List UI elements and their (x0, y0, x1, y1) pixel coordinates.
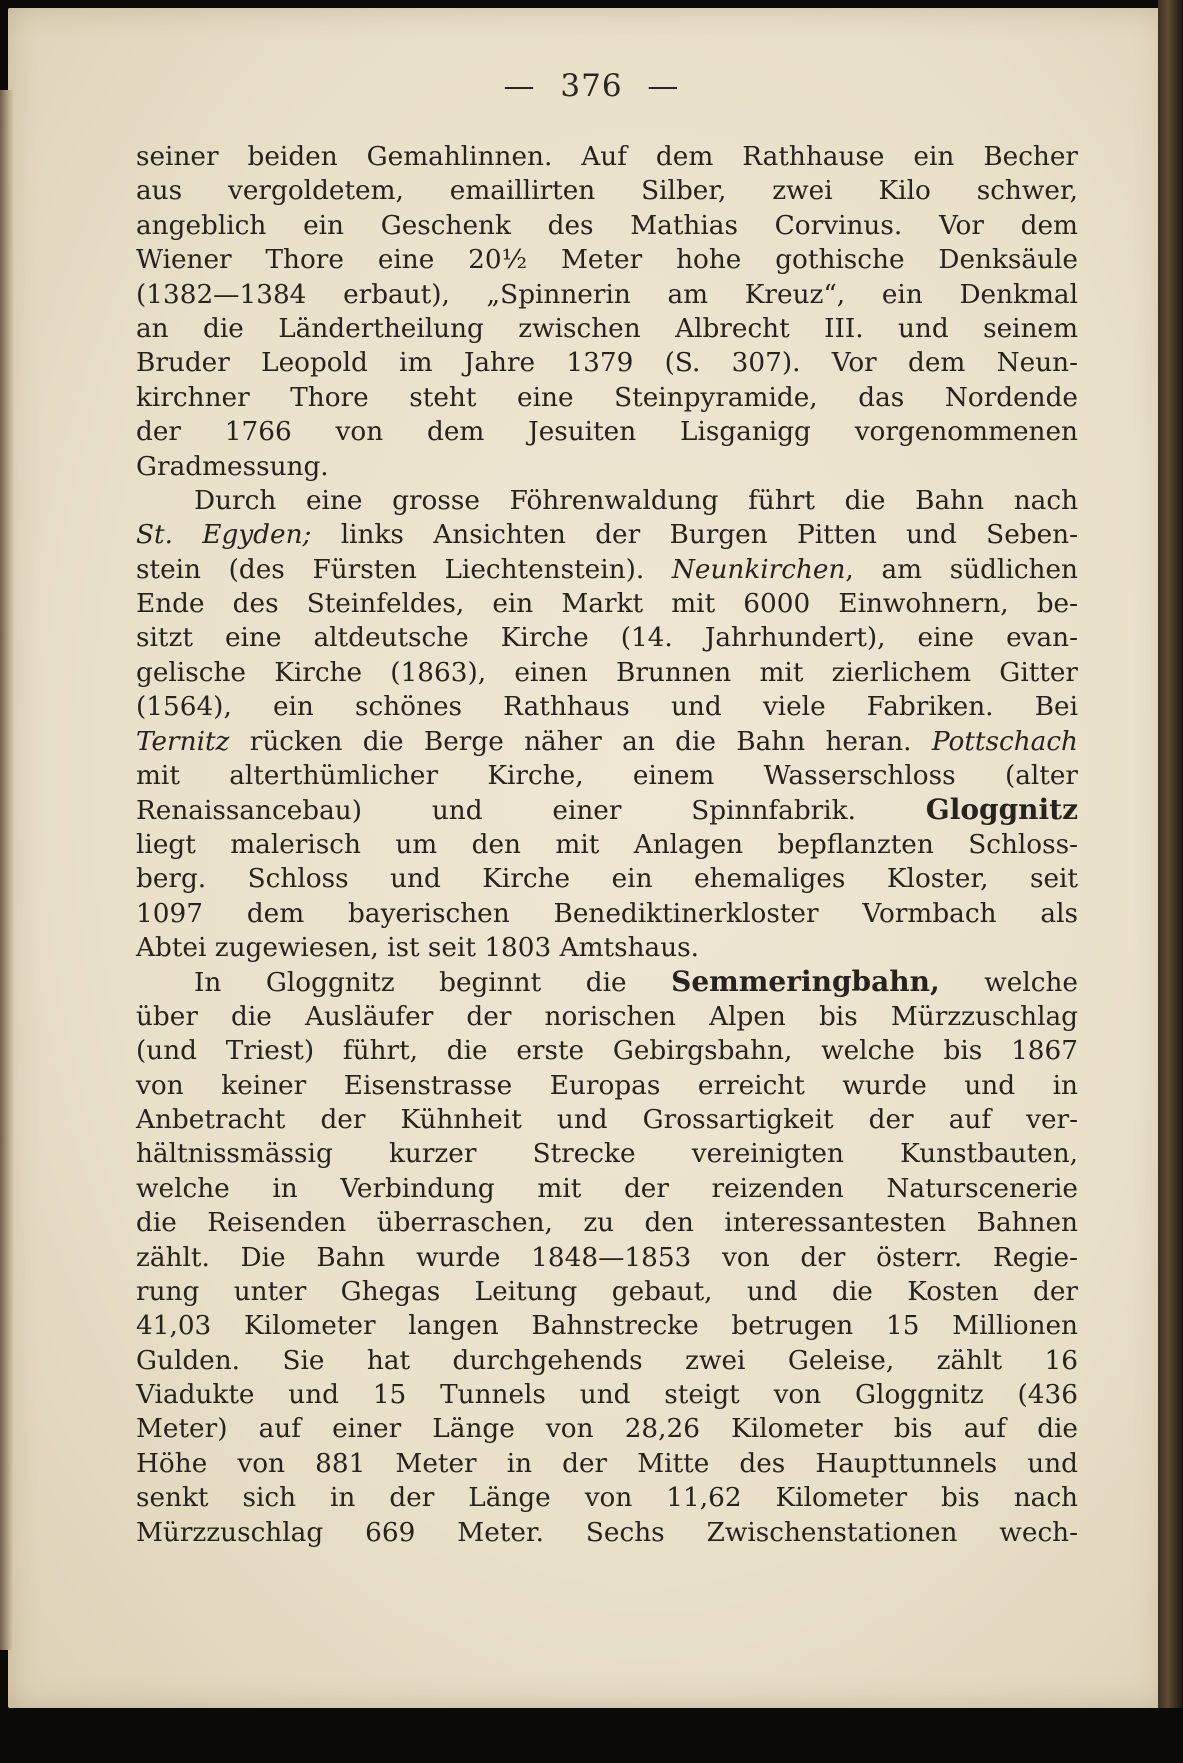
text-line: sitzt eine altdeutsche Kirche (14. Jahrhundert), eine evan- (136, 623, 1078, 654)
paragraph-start-line: Durch eine grosse Föhrenwaldung führt die Bahn nach (194, 485, 1078, 516)
text-line: (1564), ein schönes Rathhaus und viele Fabriken. Bei (136, 692, 1078, 723)
place-name-bold: Gloggnitz (925, 793, 1078, 827)
body-text (136, 140, 1078, 1550)
text-line: Mürzzuschlag 669 Meter. Sechs Zwischenstationen wech- (136, 1517, 1078, 1548)
text-line: senkt sich in der Länge von 11,62 Kilometer bis nach (136, 1483, 1078, 1514)
text-line: St. Egyden; links Ansichten der Burgen Pitten und Seben- (136, 520, 1078, 551)
text-line: aus vergoldetem, emaillirten Silber, zwei Kilo schwer, (136, 176, 1078, 207)
text-line: gelische Kirche (1863), einen Brunnen mit zierlichem Gitter (136, 657, 1078, 688)
text-line: berg. Schloss und Kirche ein ehemaliges Kloster, seit (136, 864, 1078, 895)
place-name-italic: Ternitz (136, 726, 230, 757)
text-line: Ternitz rücken die Berge näher an die Bahn heran. Pottschach (136, 726, 1078, 757)
page-left-edge (0, 90, 14, 1650)
text-line: an die Ländertheilung zwischen Albrecht III. und seinem (136, 313, 1078, 344)
text-line: Gulden. Sie hat durchgehends zwei Geleise, zählt 16 (136, 1345, 1078, 1376)
text-line: stein (des Fürsten Liechtenstein). Neunkirchen, am südlichen (136, 554, 1078, 585)
text-line: von keiner Eisenstrasse Europas erreicht wurde und in (136, 1070, 1078, 1101)
text-line: liegt malerisch um den mit Anlagen bepflanzten Schloss- (136, 829, 1078, 860)
text-line: Meter) auf einer Länge von 28,26 Kilometer bis auf die (136, 1414, 1078, 1445)
text-line: 1097 dem bayerischen Benediktinerkloster Vormbach als (136, 898, 1078, 929)
text-line: über die Ausläufer der norischen Alpen bis Mürzzuschlag (136, 1001, 1078, 1032)
text-line: Abtei zugewiesen, ist seit 1803 Amtshaus. (136, 932, 700, 963)
paragraph-start-line: In Gloggnitz beginnt die Semmeringbahn, welche (194, 965, 1078, 999)
text-line: hältnissmässig kurzer Strecke vereinigten Kunstbauten, (136, 1139, 1078, 1170)
text-line: Wiener Thore eine 20½ Meter hohe gothische Denksäule (136, 245, 1078, 276)
text-line: Anbetracht der Kühnheit und Grossartigkeit der auf ver- (136, 1104, 1078, 1135)
text-line: kirchner Thore steht eine Steinpyramide, das Nordende (136, 382, 1078, 413)
text-line: seiner beiden Gemahlinnen. Auf dem Rathhause ein Becher (136, 142, 1078, 172)
text-line: welche in Verbindung mit der reizenden Naturscenerie (136, 1173, 1078, 1204)
text-line: (1382—1384 erbaut), „Spinnerin am Kreuz“, ein Denkmal (136, 279, 1078, 310)
text-line: der 1766 von dem Jesuiten Lisganigg vorgenommenen (136, 417, 1078, 448)
text-line: 41,03 Kilometer langen Bahnstrecke betrugen 15 Millionen (136, 1311, 1078, 1342)
text-line: die Reisenden überraschen, zu den interessantesten Bahnen (136, 1208, 1078, 1239)
text-line: zählt. Die Bahn wurde 1848—1853 von der österr. Regie- (136, 1242, 1078, 1273)
text-line: Viadukte und 15 Tunnels und steigt von Gloggnitz (436 (136, 1380, 1078, 1411)
text-line: Bruder Leopold im Jahre 1379 (S. 307). Vor dem Neun- (136, 348, 1078, 379)
text-line: Gradmessung. (136, 451, 329, 482)
place-name-italic: Neunkirchen (671, 554, 846, 585)
page-number: — 376 — (503, 68, 680, 104)
text-line: Ende des Steinfeldes, ein Markt mit 6000 Einwohnern, be- (136, 589, 1078, 620)
text-line: (und Triest) führt, die erste Gebirgsbahn, welche bis 1867 (136, 1036, 1078, 1067)
text-line: Renaissancebau) und einer Spinnfabrik. Gloggnitz (136, 793, 1078, 827)
text-line: Höhe von 881 Meter in der Mitte des Haupttunnels und (136, 1448, 1078, 1479)
text-line: angeblich ein Geschenk des Mathias Corvinus. Vor dem (136, 210, 1078, 241)
scan-bottom-border (0, 1708, 1183, 1763)
text-line: mit alterthümlicher Kirche, einem Wasserschloss (alter (136, 761, 1078, 792)
text-line: rung unter Ghegas Leitung gebaut, und die Kosten der (136, 1276, 1078, 1307)
railway-name-bold: Semmeringbahn, (671, 965, 940, 999)
place-name-italic: Pottschach (931, 726, 1078, 757)
book-spine-edge (1158, 0, 1183, 1763)
place-name-italic: St. Egyden; (136, 520, 312, 551)
